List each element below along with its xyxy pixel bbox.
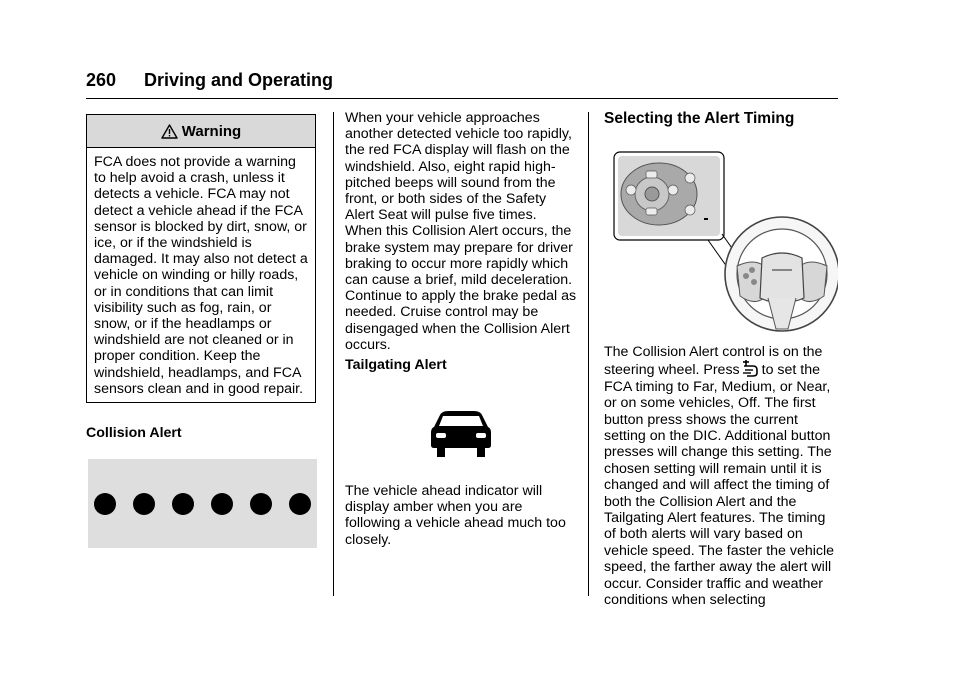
alert-timing-paragraph xyxy=(604,344,840,609)
header-rule xyxy=(86,98,838,99)
section-title: Driving and Operating xyxy=(144,70,334,90)
collision-alert-heading: Collision Alert xyxy=(86,425,182,441)
collision-alert-dot xyxy=(289,493,311,515)
collision-alert-dot xyxy=(172,493,194,515)
collision-alert-dot xyxy=(133,493,155,515)
collision-alert-dot xyxy=(250,493,272,515)
collision-alert-paragraph: When your vehicle approaches another detected vehicle too rapidly, the red FCA display will flash on the windshield. Also, eight rapid high-pitched beeps will sound from the front, or both sides of the Safety Alert Seat will pulse five times. When this Collision Alert occurs, the brake system may prepare for driver braking to occur more rapidly which can cause a brief, mild deceleration. Continue to apply the brake pedal as needed. Cruise control may be disengaged when the Collision Alert occurs. xyxy=(345,110,577,353)
tailgating-alert-heading: Tailgating Alert xyxy=(345,357,447,373)
warning-box xyxy=(86,114,316,403)
collision-alert-timing-icon xyxy=(741,360,761,377)
collision-alert-dots xyxy=(88,459,317,548)
collision-alert-display-figure xyxy=(88,459,317,548)
steering-wheel-illustration xyxy=(604,148,838,336)
column-divider-2 xyxy=(588,112,589,596)
column-divider-1 xyxy=(333,112,334,596)
page-number: 260 xyxy=(86,70,117,90)
vehicle-ahead-icon xyxy=(430,411,492,459)
tailgating-alert-paragraph: The vehicle ahead indicator will display amber when you are following a vehicle ahead much too closely. xyxy=(345,483,566,548)
warning-triangle-icon xyxy=(161,124,178,139)
alert-timing-text-start: The Collision Alert control is on the steering wheel. Press xyxy=(604,344,823,379)
collision-alert-dot xyxy=(211,493,233,515)
warning-header xyxy=(87,115,315,148)
warning-title: Warning xyxy=(181,122,242,140)
alert-timing-heading: Selecting the Alert Timing xyxy=(604,110,795,127)
collision-alert-dot xyxy=(94,493,116,515)
warning-text: FCA does not provide a warning to help avoid a crash, unless it detects a vehicle. FCA may not detect a vehicle ahead if the FCA sensor is blocked by dirt, snow, or ice, or if the windshield is damaged. It may also not detect a vehicle on winding or hilly roads, or in conditions that can limit visibility such as fog, rain, or snow, or if the headlamps or windshield are not cleaned or in proper condition. Keep the windshield, headlamps, and FCA sensors clean and in good repair. xyxy=(94,154,308,397)
page-header xyxy=(86,70,333,91)
alert-timing-text-end: to set the FCA timing to Far, Medium, or Near, or on some vehicles, Off. The first button press shows the current setting on the DIC. Additional button presses will change this setting. The chosen setting will remain until it is changed and will affect the timing of both the Collision Alert and the Tailgating Alert features. The timing of both alerts will vary based on vehicle speed. The faster the vehicle speed, the farther away the alert will occur. Consider traffic and weather conditions when selecting xyxy=(604,362,835,609)
